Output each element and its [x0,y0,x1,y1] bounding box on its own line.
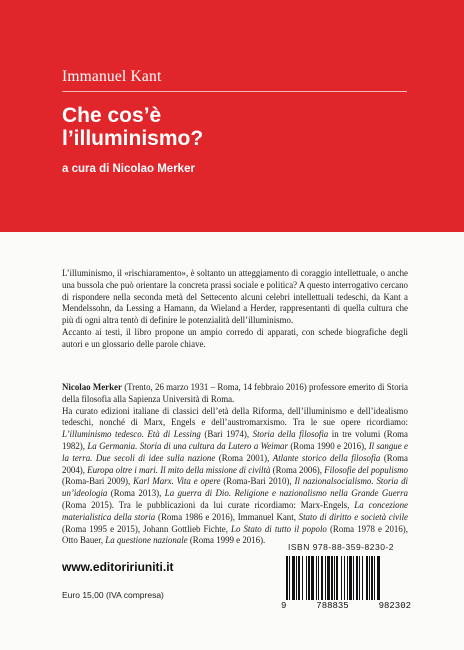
barcode-bar [296,556,297,600]
work-detail: (Roma 2015). Tra le pubblicazioni da lui curate ricordiamo: Marx-Engels, [62,499,355,510]
curator-line: a cura di Nicolao Merker [62,163,195,175]
bio-intro [62,382,408,406]
author-bio [62,382,408,547]
bio-name: Nicolao Merker [62,382,122,392]
work-detail: (Roma 1986 e 2016), Immanuel Kant, [155,511,299,522]
isbn-barcode [286,556,408,600]
blurb [62,268,408,351]
barcode-bar [369,556,370,600]
work-detail: (Roma 2013), [107,488,165,499]
work-title: La questione nazionale [105,535,188,546]
author-name: Immanuel Kant [62,68,162,85]
work-detail: (Bari 1974), [200,429,253,440]
barcode-bar [336,556,338,600]
work-detail: in tre volumi (Roma 1982), [62,429,408,451]
barcode-bar [311,556,314,600]
work-detail: (Roma 2006), [270,464,325,475]
work-title: La concezione materialistica della storia [62,499,408,522]
work-title: Filosofie del populismo [324,464,408,475]
barcode-digits [281,601,411,611]
blurb-paragraph-2: Accanto ai testi, il libro propone un ampio corredo di apparati, con schede biografiche degli autori e un glossario delle parole chiave. [62,326,408,349]
barcode-digit-group: 9 [281,601,287,611]
barcode-bar [377,556,380,600]
bio-intro-text: (Trento, 26 marzo 1931 – Roma, 14 febbraio 2016) professore emerito di Storia della filosofia alla Sapienza Università di Roma. [62,382,408,404]
work-title: La guerra di Dio. Religione e nazionalismo nella Grande Guerra [164,488,408,499]
barcode-bar [353,556,354,600]
barcode-bar [289,556,290,600]
barcode-bar [325,556,326,600]
work-title: Il sangue e la terra. Due secoli di idee sulla nazione [62,440,408,463]
title-line-2: l’illuminismo? [62,127,204,150]
publisher-website: www.editoririuniti.it [62,560,174,574]
work-title: Karl Marx. Vita e opere [133,476,221,487]
barcode-bar [347,556,348,600]
barcode-bar [371,556,373,600]
barcode-bar [349,556,352,600]
work-title: Lo Stato di tutto il popolo [231,523,327,534]
bio-works-start: Ha curato edizioni italiane di classici dell’età della Riforma, dell’illuminismo e dell’idealismo tedeschi, nonché di Marx, Engels e dell’austromarxismo. Tra le sue opere ricordiamo: [62,405,408,428]
barcode-bar [331,556,333,600]
book-title [62,104,203,150]
barcode-bar [306,556,307,600]
work-detail: (Roma 1999 e 2016). [187,535,266,546]
isbn-label: ISBN 978-88-359-8230-2 [288,542,394,552]
work-title: L’illuminismo tedesco. Età di Lessing [62,429,201,440]
blurb-paragraph-1: L’illuminismo, il «rischiaramento», è soltanto un atteggiamento di coraggio intellettuale, o anche una bussola che può orientare la concreta prassi sociale e politica? A questo interrogativo cercano di rispondere nella seconda metà del Settecento alcuni celebri intellettuali tedeschi, da Kant a Mendelssohn, da Lessing a Hamann, da Wieland a Herder, rappresentanti di quella cultura che più di ogni altra tentò di definire le potenzialità dell’illuminismo. [62,268,408,326]
work-detail: (Roma 1978 e 2016), Otto Bauer, [62,523,408,546]
barcode-digit-group: 982302 [378,601,411,611]
barcode-bar [366,556,368,600]
barcode-bar [341,556,342,600]
work-detail: (Roma-Bari 2009), [62,476,134,487]
work-detail: (Roma 2001), [215,452,273,463]
work-title: Storia della filosofia [252,429,329,440]
barcode-bar [316,556,317,600]
work-detail: (Roma 1990 e 2016), [287,440,369,451]
barcode-bar [302,556,303,600]
barcode-bar [334,556,335,600]
barcode-bar [327,556,330,600]
barcode-bar [374,556,375,600]
barcode-bar [359,556,360,600]
bio-works [62,406,408,548]
title-line-1: Che cos’è [62,104,162,127]
work-title: La Germania. Storia di una cultura da Lutero a Weimar [87,440,288,451]
work-detail: (Roma 2004), [62,452,408,475]
barcode-digit-group: 788835 [316,601,349,611]
red-title-band [0,0,464,232]
price-label: Euro 15,00 (IVA compresa) [62,590,164,600]
work-title: Stato di diritto e società civile [298,511,408,522]
barcode-bar [321,556,323,600]
barcode-bar [286,556,288,600]
barcode-bar [344,556,345,600]
barcode-bar [308,556,310,600]
barcode-bar [356,556,358,600]
work-title: Atlante storico della filosofia [272,452,381,463]
work-title: Il nazionalsocialismo. Storia di un’ideologia [62,476,408,499]
title-rule [62,91,407,92]
work-title: Europa oltre i mari. Il mito della missione di civiltà [87,464,271,475]
barcode-bar [362,556,363,600]
barcode-bar [318,556,319,600]
barcode-bar [298,556,300,600]
barcode-bar [292,556,295,600]
work-detail: (Roma 1995 e 2015), Johann Gottlieb Fichte, [62,523,232,534]
work-detail: (Roma-Bari 2010), [220,476,295,487]
